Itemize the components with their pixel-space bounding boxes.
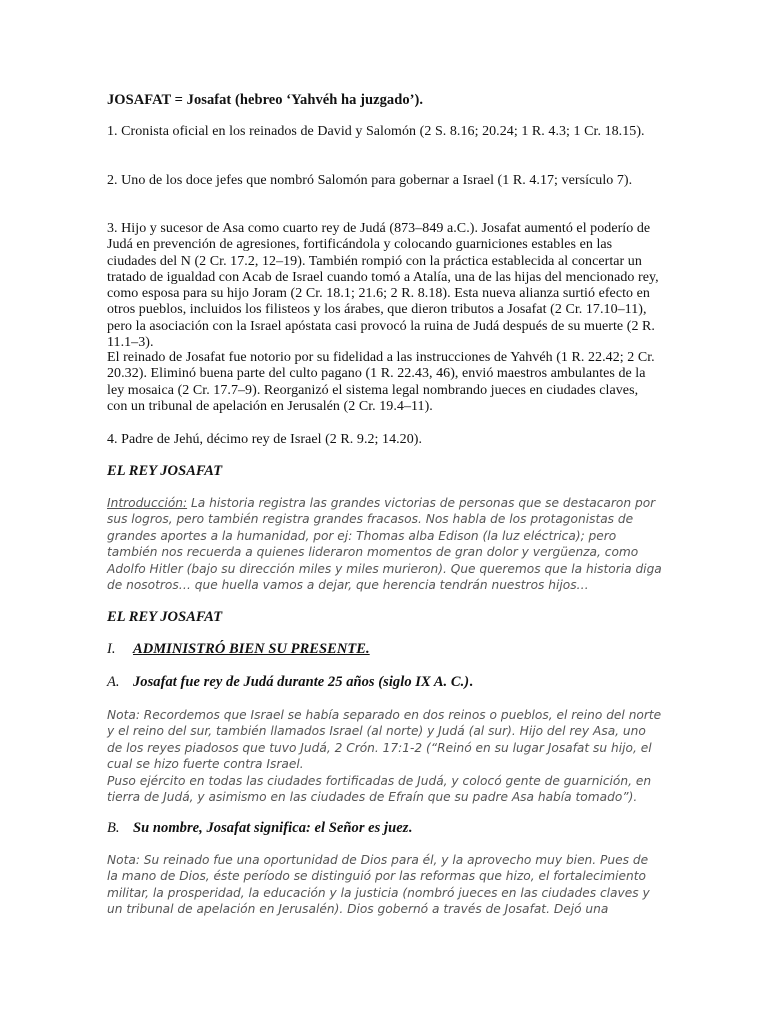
point-b-marker: B. [107,820,120,836]
entry-1: 1. Cronista oficial en los reinados de David y Salomón (2 S. 8.16; 20.24; 1 R. 4.3; 1 Cr. 18.15). [107,124,645,139]
section-heading-2: EL REY JOSAFAT [107,609,223,625]
point-b-end: . [408,820,413,836]
point-a [107,674,662,690]
nota-b: Nota: Su reinado fue una oportunidad de Dios para él, y la aprovecho muy bien. Pues de la mano de Dios, éste período se distinguió por las reformas que hizo, el fortalecimiento militar, la prosperidad, la educación y la justicia (nombró jueces en las ciudades claves y un tribunal de apelación en Jerusalén). Dios gobernó a través de Josafat. Dejó una [107,853,650,917]
point-b-text: Su nombre, Josafat significa: el Señor es juez [133,820,409,836]
entry-3: 3. Hijo y sucesor de Asa como cuarto rey de Judá (873–849 a.C.). Josafat aumentó el poderío de Judá en prevención de agresiones, fortificándola y colocando guarniciones estables en las ciudades del N (2 Cr. 17.2, 12–19). También rompió con la práctica establecida al concertar un tratado de igualdad con Acab de Israel cuando tomó a Atalía, una de las hijas del mencionado rey, como esposa para su hijo Joram (2 Cr. 18.1; 21.6; 2 R. 8.18). Esta nueva alianza surtió efecto en otros pueblos, incluidos los filisteos y los árabes, que dieron tributos a Josafat (2 Cr. 17.10–11), pero la asociación con la Israel apóstata casi provocó la ruina de Judá después de su muerte (2 R. 11.1–3). [107,221,659,351]
point-i [107,641,662,657]
point-i-marker: I. [107,641,116,657]
section-heading-1: EL REY JOSAFAT [107,463,223,479]
introduction-paragraph [107,495,662,593]
introduction-label: Introducción: [107,496,188,510]
entry-4: 4. Padre de Jehú, décimo rey de Israel (2 R. 9.2; 14.20). [107,432,423,447]
entry-3-continuation: El reinado de Josafat fue notorio por su fidelidad a las instrucciones de Yahvéh (1 R. 22.42; 2 Cr. 20.32). Eliminó buena parte del culto pagano (1 R. 22.43, 46), envió maestros ambulantes de la ley mosaica (2 Cr. 17.7–9). Reorganizó el sistema legal nombrando jueces en ciudades claves, con un tribunal de apelación en Jerusalén (2 Cr. 19.4–11). [107,350,655,414]
point-a-text: Josafat fue rey de Judá durante 25 años (siglo IX A. C.) [133,674,470,690]
point-a-end: . [469,674,473,690]
nota-a-paragraph-1: Nota: Recordemos que Israel se había separado en dos reinos o pueblos, el reino del norte y el reino del sur, también llamados Israel (al norte) y Judá (al sur). Hijo del rey Asa, uno de los reyes piadosos que tuvo Judá, 2 Crón. 17:1-2 (“Reinó en su lugar Josafat su hijo, el cual se hizo fuerte contra Israel. [107,708,662,772]
document-title: JOSAFAT = Josafat (hebreo ‘Yahvéh ha juzgado’). [107,92,424,108]
point-a-marker: A. [107,674,120,690]
point-i-text: ADMINISTRÓ BIEN SU PRESENTE. [133,641,370,657]
point-b [107,820,662,836]
introduction-text: La historia registra las grandes victorias de personas que se destacaron por sus logros, pero también registra grandes fracasos. Nos habla de los protagonistas de grandes aportes a la humanidad, por ej: Thomas alba Edison (la luz eléctrica); pero también nos recuerda a quienes lideraron momentos de gran dolor y vergüenza, como Adolfo Hitler (bajo su dirección miles y miles murieron). Que queremos que la historia diga de nosotros… que huella vamos a dejar, que herencia tendrán nuestros hijos… [107,496,662,593]
nota-a-paragraph-2: Puso ejército en todas las ciudades fortificadas de Judá, y colocó gente de guarnición, en tierra de Judá, y asimismo en las ciudades de Efraín que su padre Asa había tomado”). [107,773,652,805]
entry-2: 2. Uno de los doce jefes que nombró Salomón para gobernar a Israel (1 R. 4.17; versículo 7). [107,173,633,188]
nota-a [107,707,662,805]
